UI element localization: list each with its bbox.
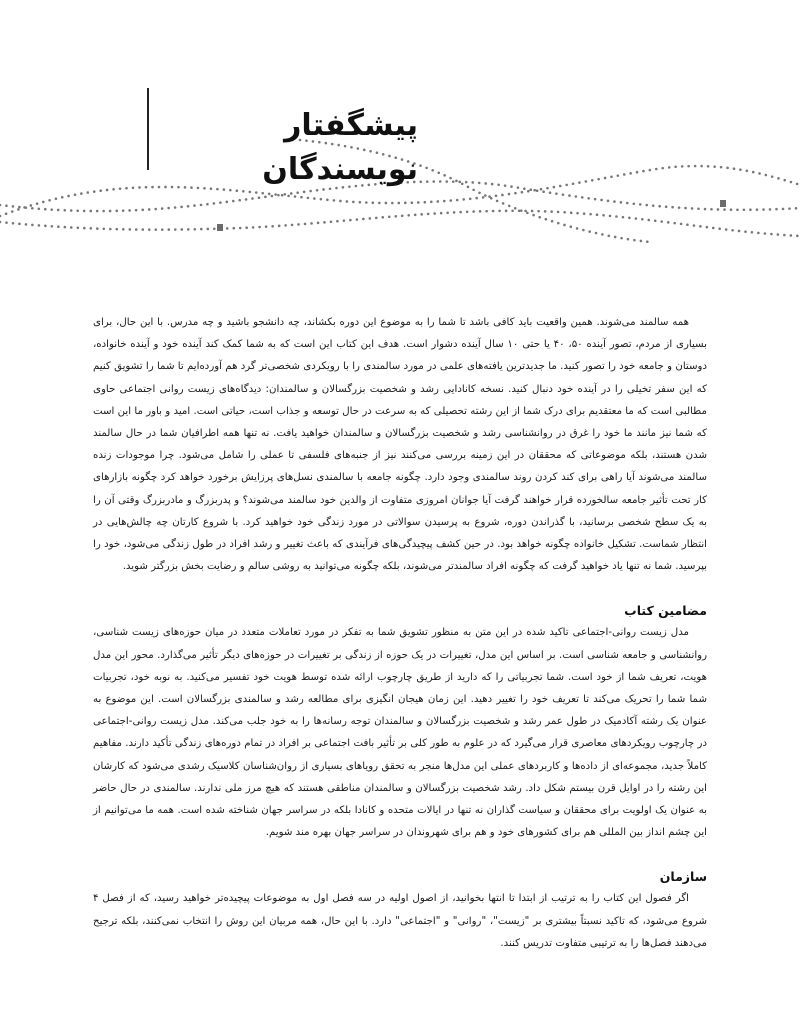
intro-paragraph: همه سالمند می‌شوند. همین واقعیت باید کافی باشد تا شما را به موضوع این دوره بکشاند، چه دانشجو باشید و چه مدرس. با این حال، برای بسیاری از مردم، تصور آینده ۵۰، ۴۰ یا حتی ۱۰ سال آینده دشوار است. هدف این کتاب این است که به شما کمک کند آینده خود و آینده خانواده، دوستان و جامعه خود را تصور کنید. ما جدیدترین یافته‌های علمی در مورد سالمندی را با رویکردی شخصی‌تر گرد هم آورده‌ایم تا شما را تشویق کنیم که این سفر تخیلی را در آینده خود دنبال کنید. نسخه کانادایی رشد و شخصیت بزرگسالان و سالمندان: دیدگاه‌های زیست روانی اجتماعی حاوی مطالبی است که ما معتقدیم برای درک شما از این رشته تحصیلی که به سرعت در حال توسعه و جذاب است، حیاتی است. امید و باور ما این است که شما نیز مانند ما خود را غرق در روانشناسی رشد و شخصیت بزرگسالان و سالمندان خواهید یافت. نه تنها همه اطرافیان شما در حال سالمند شدن هستند، بلکه موضوعاتی که محققان در این زمینه بررسی می‌کنند نیز از جنبه‌های فلسفی تا عملی را شامل می‌شود. چرا موجودات زنده سالمند می‌شوند آیا راهی برای کند کردن روند سالمندی وجود دارد. چگونه جامعه با سالمندی نسل‌های پرزایش برخورد خواهد کرد چگونه بازارهای کار تحت تأثیر جامعه سالخورده قرار خواهند گرفت آیا جوانان امروزی متفاوت از والدین خود سالمند می‌شوند؟ و پدربزرگ و مادربزرگ وقتی آن را به یک سطح شخصی برسانید، با گذراندن دوره، شروع به پرسیدن سوالاتی در مورد زندگی خود خواهید کرد. با شروع کارتان چه چالش‌هایی در انتظار شماست. تشکیل خانواده چگونه خواهد بود. در حین کشف پیچیدگی‌های فرآیندی که باعث تغییر و رشد افراد در طول زندگی می‌شود، خود را بپرسید. شما نه تنها یاد خواهید گرفت که چگونه افراد سالمندتر می‌شوند، بلکه چگونه می‌توانید به روشی سالم و رضایت بخش بزرگتر شوید. [93, 317, 707, 573]
section-paragraph: اگر فصول این کتاب را به ترتیب از ابتدا تا انتها بخوانید، از اصول اولیه در سه فصل اول به موضوعات پیچیده‌تر خواهید رسید، که از فصل ۴ شروع می‌شود، که تاکید نسبتاً بیشتری بر "زیست"، "روانی" و "اجتماعی" دارد. با این حال، همه مربیان این روش را انتخاب نمی‌کنند، بلکه ترجیح می‌دهند فصل‌ها را به ترتیبی متفاوت تدریس کنند. [93, 893, 707, 949]
dotted-wave-line [0, 211, 801, 236]
main-content [93, 312, 707, 955]
page-title: پیشگفتار نویسندگان [262, 108, 418, 187]
decorative-square [217, 224, 223, 231]
decorative-square [720, 200, 726, 207]
section-paragraph: مدل زیست روانی-اجتماعی تاکید شده در این متن به منظور تشویق شما به تفکر در مورد تعاملات متعدد در میان حوزه‌های زیست شناسی، روانشناسی و جامعه شناسی است. بر اساس این مدل، تغییرات در یک حوزه از زندگی بر تغییرات در حوزه‌های دیگر تأثیر می‌گذارد. محور این مدل هویت، تعریف شما از خود است. شما تجربیاتی را که دارید از طریق چارچوب ارائه شده توسط هویت خود تفسیر می‌کنید. به نوبه خود، تجربیات شما شما را تحریک می‌کند تا تعریف خود را تغییر دهید. این زمان هیجان انگیزی برای مطالعه رشد و سالمندی بزرگسالان است. این موضوع به عنوان یک رشته آکادمیک در طول عمر رشد و شخصیت بزرگسالان و سالمندان توجه رسانه‌ها را به خود جلب می‌کند. مدل زیست روانی-اجتماعی در چارچوب رویکردهای معاصری قرار می‌گیرد که در علوم به طور کلی بر تأثیر بافت اجتماعی بر افراد در تمام دوره‌های زندگی تأکید دارند. مفاهیم کاملاً جدید، مجموعه‌ای از داده‌ها و کاربردهای عملی این مدل‌ها منجر به تحقق رویاهای بسیاری از روان‌شناسان کلاسیک رشدی می‌شود که کارشان این رشته را در اوایل قرن بیستم شکل داد. رشد شخصیت بزرگسالان و سالمندان مناطقی هستند که هیچ مرز ملی ندارند. سالمندی در حال حاضر به عنوان یک اولویت برای محققان و سیاست گذاران نه تنها در ایالات متحده و کانادا بلکه در سراسر جهان شناخته شده است. همه ما می‌توانیم از این چشم انداز بین المللی هم برای کشورهای خود و هم برای شهروندان در سراسر جهان بهره مند شویم. [93, 627, 707, 839]
section-heading: سازمان [659, 869, 707, 885]
title-rule [147, 88, 149, 170]
section-heading: مضامین کتاب [624, 603, 707, 619]
